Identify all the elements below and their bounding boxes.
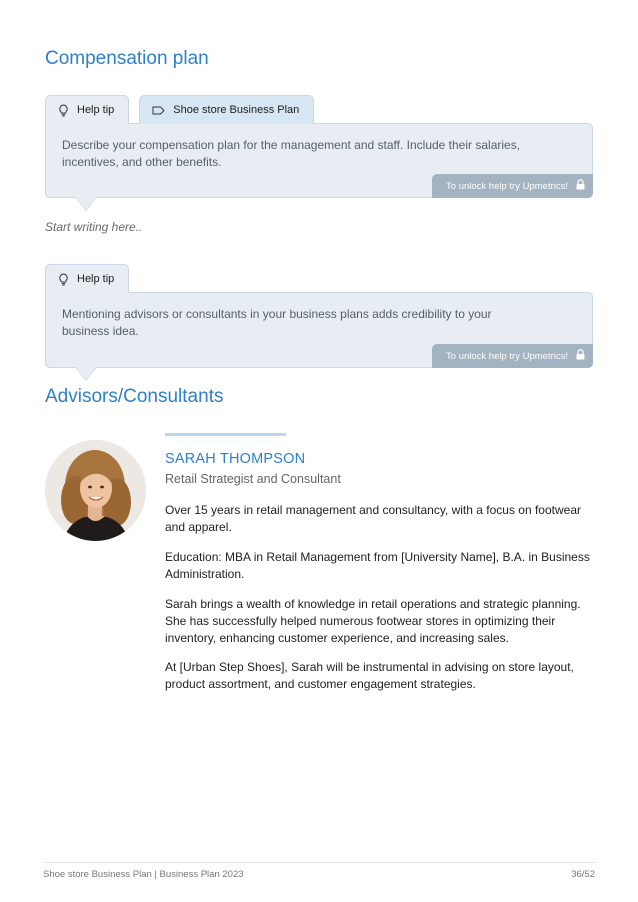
unlock-label: To unlock help try Upmetrics! [446,350,568,362]
footer-page-number: 36/52 [571,869,595,880]
unlock-help-button[interactable] [432,174,593,198]
help-tip-text: Describe your compensation plan for the management and staff. Include their salaries, incentives, and other benefits. [62,138,521,169]
tip-arrow [76,197,96,210]
unlock-help-button[interactable] [432,344,593,368]
tip-arrow [76,367,96,380]
lock-icon [576,179,585,193]
advisor-bio-paragraph: At [Urban Step Shoes], Sarah will be instrumental in advising on store layout, product assortment, and customer engagement strategies. [165,660,574,691]
tag-icon [152,105,165,116]
advisor-bio-paragraph: Education: MBA in Retail Management from [University Name], B.A. in Business Administration. [165,550,590,581]
section-title-advisors: Advisors/Consultants [45,386,224,407]
advisor-bio-paragraph: Over 15 years in retail management and consultancy, with a focus on footwear and apparel. [165,503,581,534]
accent-divider [165,433,286,436]
footer-document-title: Shoe store Business Plan | Business Plan 2023 [43,869,244,880]
advisor-name: SARAH THOMPSON [165,451,306,467]
unlock-label: To unlock help try Upmetrics! [446,180,568,192]
tab-help-tip[interactable] [45,264,129,293]
lightbulb-icon [58,104,69,117]
tab-label: Help tip [77,273,115,285]
footer-divider [43,862,596,863]
help-tabs [45,264,129,292]
advisor-bio-paragraph: Sarah brings a wealth of knowledge in retail operations and strategic planning. She has successfully helped numerous footwear stores in optimizing their inventory, enhancing customer experience, and increasing sales. [165,597,581,645]
help-tip-text: Mentioning advisors or consultants in your business plans adds credibility to your business idea. [62,307,492,338]
advisor-avatar [45,440,146,541]
lock-icon [576,349,585,363]
tab-business-plan[interactable] [139,95,314,124]
lightbulb-icon [58,273,69,286]
tab-help-tip[interactable] [45,95,129,124]
section-title-compensation: Compensation plan [45,48,209,69]
help-tip-box [45,292,593,368]
start-writing-placeholder[interactable]: Start writing here.. [45,220,143,234]
help-tip-box [45,123,593,198]
help-tabs [45,95,314,123]
tab-label: Shoe store Business Plan [173,104,300,116]
advisor-role: Retail Strategist and Consultant [165,472,341,486]
tab-label: Help tip [77,104,115,116]
